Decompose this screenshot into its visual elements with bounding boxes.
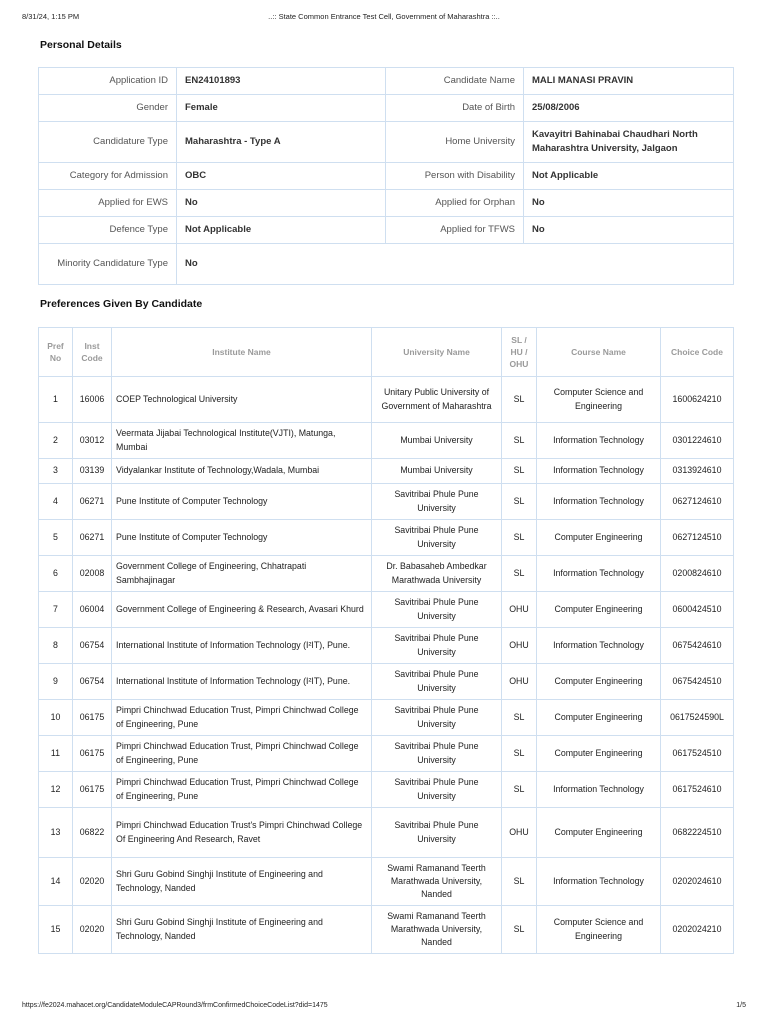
- pref-no-cell: 6: [39, 556, 73, 592]
- column-header: Course Name: [537, 328, 661, 377]
- detail-value: OBC: [177, 163, 386, 190]
- pref-no-cell: 9: [39, 664, 73, 700]
- seat-type-cell: SL: [502, 700, 537, 736]
- column-header: Institute Name: [112, 328, 372, 377]
- pref-no-cell: 15: [39, 906, 73, 954]
- institute-name-cell: Pimpri Chinchwad Education Trust, Pimpri Chinchwad College of Engineering, Pune: [112, 700, 372, 736]
- inst-code-cell: 02020: [73, 858, 112, 906]
- preference-row: [39, 592, 734, 628]
- course-name-cell: Information Technology: [537, 628, 661, 664]
- print-footer: [0, 1002, 768, 1014]
- university-name-cell: Mumbai University: [372, 423, 502, 459]
- course-name-cell: Information Technology: [537, 459, 661, 484]
- personal-details-row: [39, 95, 734, 122]
- seat-type-cell: SL: [502, 423, 537, 459]
- university-name-cell: Savitribai Phule Pune University: [372, 700, 502, 736]
- choice-code-cell: 0600424510: [661, 592, 734, 628]
- pref-no-cell: 14: [39, 858, 73, 906]
- institute-name-cell: COEP Technological University: [112, 377, 372, 423]
- personal-details-row: [39, 163, 734, 190]
- inst-code-cell: 02008: [73, 556, 112, 592]
- choice-code-cell: 1600624210: [661, 377, 734, 423]
- detail-label: Application ID: [39, 68, 177, 95]
- pref-no-cell: 11: [39, 736, 73, 772]
- personal-details-title: Personal Details: [40, 39, 122, 51]
- university-name-cell: Savitribai Phule Pune University: [372, 520, 502, 556]
- course-name-cell: Computer Science and Engineering: [537, 906, 661, 954]
- preference-row: [39, 423, 734, 459]
- inst-code-cell: 03012: [73, 423, 112, 459]
- detail-label: Date of Birth: [386, 95, 524, 122]
- personal-details-row: [39, 244, 734, 285]
- inst-code-cell: 06271: [73, 484, 112, 520]
- print-page-title: ..:: State Common Entrance Test Cell, Government of Maharashtra ::..: [268, 12, 500, 21]
- preference-row: [39, 664, 734, 700]
- preferences-title: Preferences Given By Candidate: [40, 298, 203, 310]
- course-name-cell: Computer Science and Engineering: [537, 377, 661, 423]
- university-name-cell: Swami Ramanand Teerth Marathwada University, Nanded: [372, 858, 502, 906]
- detail-value: Kavayitri Bahinabai Chaudhari North Maharashtra University, Jalgaon: [524, 122, 734, 163]
- pref-no-cell: 4: [39, 484, 73, 520]
- inst-code-cell: 06754: [73, 628, 112, 664]
- course-name-cell: Computer Engineering: [537, 808, 661, 858]
- detail-label: Candidature Type: [39, 122, 177, 163]
- university-name-cell: Savitribai Phule Pune University: [372, 484, 502, 520]
- choice-code-cell: 0627124610: [661, 484, 734, 520]
- choice-code-cell: 0202024210: [661, 906, 734, 954]
- university-name-cell: Savitribai Phule Pune University: [372, 736, 502, 772]
- pref-no-cell: 1: [39, 377, 73, 423]
- detail-label: Gender: [39, 95, 177, 122]
- institute-name-cell: International Institute of Information Technology (I²IT), Pune.: [112, 664, 372, 700]
- column-header: Choice Code: [661, 328, 734, 377]
- detail-value: No: [177, 190, 386, 217]
- seat-type-cell: SL: [502, 906, 537, 954]
- pref-no-cell: 7: [39, 592, 73, 628]
- preference-row: [39, 377, 734, 423]
- seat-type-cell: SL: [502, 484, 537, 520]
- university-name-cell: Savitribai Phule Pune University: [372, 808, 502, 858]
- institute-name-cell: International Institute of Information Technology (I²IT), Pune.: [112, 628, 372, 664]
- university-name-cell: Savitribai Phule Pune University: [372, 592, 502, 628]
- personal-details-table: [38, 67, 734, 285]
- choice-code-cell: 0675424610: [661, 628, 734, 664]
- institute-name-cell: Veermata Jijabai Technological Institute(VJTI), Matunga, Mumbai: [112, 423, 372, 459]
- pref-no-cell: 2: [39, 423, 73, 459]
- pref-no-cell: 8: [39, 628, 73, 664]
- detail-value: No: [524, 217, 734, 244]
- course-name-cell: Information Technology: [537, 423, 661, 459]
- seat-type-cell: OHU: [502, 664, 537, 700]
- institute-name-cell: Government College of Engineering & Research, Avasari Khurd: [112, 592, 372, 628]
- inst-code-cell: 06754: [73, 664, 112, 700]
- detail-label: Home University: [386, 122, 524, 163]
- detail-value: Not Applicable: [177, 217, 386, 244]
- preference-row: [39, 906, 734, 954]
- course-name-cell: Information Technology: [537, 484, 661, 520]
- inst-code-cell: 06271: [73, 520, 112, 556]
- seat-type-cell: SL: [502, 858, 537, 906]
- institute-name-cell: Vidyalankar Institute of Technology,Wadala, Mumbai: [112, 459, 372, 484]
- inst-code-cell: 06175: [73, 736, 112, 772]
- university-name-cell: Savitribai Phule Pune University: [372, 772, 502, 808]
- preference-row: [39, 628, 734, 664]
- course-name-cell: Information Technology: [537, 858, 661, 906]
- choice-code-cell: 0675424510: [661, 664, 734, 700]
- detail-label: Applied for EWS: [39, 190, 177, 217]
- course-name-cell: Information Technology: [537, 772, 661, 808]
- inst-code-cell: 06175: [73, 772, 112, 808]
- seat-type-cell: SL: [502, 377, 537, 423]
- course-name-cell: Information Technology: [537, 556, 661, 592]
- pref-no-cell: 10: [39, 700, 73, 736]
- university-name-cell: Savitribai Phule Pune University: [372, 664, 502, 700]
- preference-row: [39, 520, 734, 556]
- university-name-cell: Savitribai Phule Pune University: [372, 628, 502, 664]
- detail-label: Category for Admission: [39, 163, 177, 190]
- choice-code-cell: 0202024610: [661, 858, 734, 906]
- choice-code-cell: 0301224610: [661, 423, 734, 459]
- detail-value: Maharashtra - Type A: [177, 122, 386, 163]
- column-header: SL / HU / OHU: [502, 328, 537, 377]
- print-url: https://fe2024.mahacet.org/CandidateModuleCAPRound3/frmConfirmedChoiceCodeList?did=1475: [22, 1002, 328, 1009]
- course-name-cell: Computer Engineering: [537, 520, 661, 556]
- preference-row: [39, 484, 734, 520]
- institute-name-cell: Shri Guru Gobind Singhji Institute of Engineering and Technology, Nanded: [112, 858, 372, 906]
- institute-name-cell: Pune Institute of Computer Technology: [112, 484, 372, 520]
- university-name-cell: Unitary Public University of Government of Maharashtra: [372, 377, 502, 423]
- detail-label: Minority Candidature Type: [39, 244, 177, 285]
- university-name-cell: Swami Ramanand Teerth Marathwada University, Nanded: [372, 906, 502, 954]
- course-name-cell: Computer Engineering: [537, 664, 661, 700]
- choice-code-cell: 0682224510: [661, 808, 734, 858]
- choice-code-cell: 0200824610: [661, 556, 734, 592]
- seat-type-cell: SL: [502, 556, 537, 592]
- inst-code-cell: 06175: [73, 700, 112, 736]
- seat-type-cell: SL: [502, 772, 537, 808]
- institute-name-cell: Pimpri Chinchwad Education Trust, Pimpri Chinchwad College of Engineering, Pune: [112, 736, 372, 772]
- institute-name-cell: Pimpri Chinchwad Education Trust's Pimpri Chinchwad College Of Engineering And Research, Ravet: [112, 808, 372, 858]
- preference-row: [39, 772, 734, 808]
- course-name-cell: Computer Engineering: [537, 592, 661, 628]
- detail-value: No: [177, 244, 734, 285]
- seat-type-cell: SL: [502, 459, 537, 484]
- choice-code-cell: 0627124510: [661, 520, 734, 556]
- choice-code-cell: 0313924610: [661, 459, 734, 484]
- detail-label: Person with Disability: [386, 163, 524, 190]
- detail-label: Applied for TFWS: [386, 217, 524, 244]
- print-header: [0, 12, 768, 24]
- preferences-header-row: [39, 328, 734, 377]
- seat-type-cell: OHU: [502, 592, 537, 628]
- inst-code-cell: 03139: [73, 459, 112, 484]
- detail-value: 25/08/2006: [524, 95, 734, 122]
- institute-name-cell: Pimpri Chinchwad Education Trust, Pimpri Chinchwad College of Engineering, Pune: [112, 772, 372, 808]
- print-page-number: 1/5: [736, 1002, 746, 1009]
- preference-row: [39, 736, 734, 772]
- column-header: University Name: [372, 328, 502, 377]
- seat-type-cell: OHU: [502, 628, 537, 664]
- pref-no-cell: 12: [39, 772, 73, 808]
- detail-value: Not Applicable: [524, 163, 734, 190]
- institute-name-cell: Pune Institute of Computer Technology: [112, 520, 372, 556]
- seat-type-cell: OHU: [502, 808, 537, 858]
- seat-type-cell: SL: [502, 736, 537, 772]
- course-name-cell: Computer Engineering: [537, 736, 661, 772]
- pref-no-cell: 5: [39, 520, 73, 556]
- inst-code-cell: 06004: [73, 592, 112, 628]
- preference-row: [39, 808, 734, 858]
- personal-details-row: [39, 217, 734, 244]
- choice-code-cell: 0617524510: [661, 736, 734, 772]
- print-datetime: 8/31/24, 1:15 PM: [22, 12, 80, 21]
- inst-code-cell: 06822: [73, 808, 112, 858]
- preference-row: [39, 556, 734, 592]
- preference-row: [39, 459, 734, 484]
- column-header: Inst Code: [73, 328, 112, 377]
- course-name-cell: Computer Engineering: [537, 700, 661, 736]
- institute-name-cell: Government College of Engineering, Chhatrapati Sambhajinagar: [112, 556, 372, 592]
- column-header: Pref No: [39, 328, 73, 377]
- preference-row: [39, 858, 734, 906]
- inst-code-cell: 02020: [73, 906, 112, 954]
- choice-code-cell: 0617524610: [661, 772, 734, 808]
- detail-value: No: [524, 190, 734, 217]
- seat-type-cell: SL: [502, 520, 537, 556]
- personal-details-row: [39, 190, 734, 217]
- detail-label: Applied for Orphan: [386, 190, 524, 217]
- detail-label: Defence Type: [39, 217, 177, 244]
- personal-details-row: [39, 122, 734, 163]
- preference-row: [39, 700, 734, 736]
- inst-code-cell: 16006: [73, 377, 112, 423]
- detail-label: Candidate Name: [386, 68, 524, 95]
- university-name-cell: Mumbai University: [372, 459, 502, 484]
- choice-code-cell: 0617524590L: [661, 700, 734, 736]
- preferences-table: [38, 327, 734, 954]
- university-name-cell: Dr. Babasaheb Ambedkar Marathwada University: [372, 556, 502, 592]
- detail-value: EN24101893: [177, 68, 386, 95]
- detail-value: MALI MANASI PRAVIN: [524, 68, 734, 95]
- personal-details-row: [39, 68, 734, 95]
- pref-no-cell: 13: [39, 808, 73, 858]
- detail-value: Female: [177, 95, 386, 122]
- pref-no-cell: 3: [39, 459, 73, 484]
- institute-name-cell: Shri Guru Gobind Singhji Institute of Engineering and Technology, Nanded: [112, 906, 372, 954]
